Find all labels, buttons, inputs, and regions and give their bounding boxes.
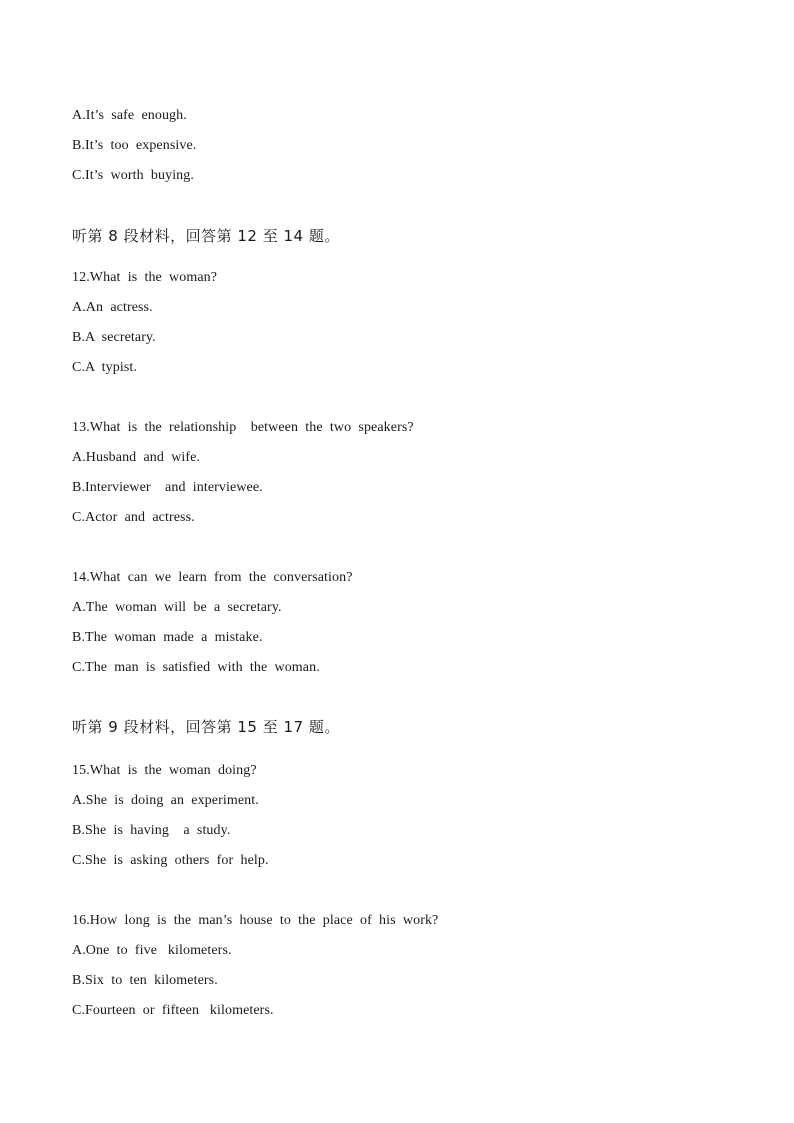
option-14-c: C.The man is satisfied with the woman. — [72, 660, 320, 675]
option-12-c: C.A typist. — [72, 360, 137, 375]
option-11-b: B.It’s too expensive. — [72, 138, 197, 153]
option-13-a: A.Husband and wife. — [72, 450, 201, 465]
question-15-stem: 15.What is the woman doing? — [72, 763, 257, 778]
question-12-stem: 12.What is the woman? — [72, 270, 218, 285]
question-14-stem: 14.What can we learn from the conversation? — [72, 570, 353, 585]
section-9-heading: 听第 9 段材料，回答第 15 至 17 题。 — [72, 718, 340, 736]
option-12-a: A.An actress. — [72, 300, 153, 315]
option-13-c: C.Actor and actress. — [72, 510, 195, 525]
option-16-a: A.One to five kilometers. — [72, 943, 232, 958]
option-16-b: B.Six to ten kilometers. — [72, 973, 218, 988]
option-15-c: C.She is asking others for help. — [72, 853, 269, 868]
option-11-c: C.It’s worth buying. — [72, 168, 194, 183]
option-15-a: A.She is doing an experiment. — [72, 793, 259, 808]
option-14-a: A.The woman will be a secretary. — [72, 600, 282, 615]
option-12-b: B.A secretary. — [72, 330, 156, 345]
option-16-c: C.Fourteen or fifteen kilometers. — [72, 1003, 274, 1018]
option-15-b: B.She is having a study. — [72, 823, 231, 838]
option-13-b: B.Interviewer and interviewee. — [72, 480, 263, 495]
option-14-b: B.The woman made a mistake. — [72, 630, 263, 645]
section-8-heading: 听第 8 段材料，回答第 12 至 14 题。 — [72, 227, 340, 245]
option-11-a: A.It’s safe enough. — [72, 108, 187, 123]
question-13-stem: 13.What is the relationship between the two speakers? — [72, 420, 414, 435]
question-16-stem: 16.How long is the man’s house to the place of his work? — [72, 913, 439, 928]
